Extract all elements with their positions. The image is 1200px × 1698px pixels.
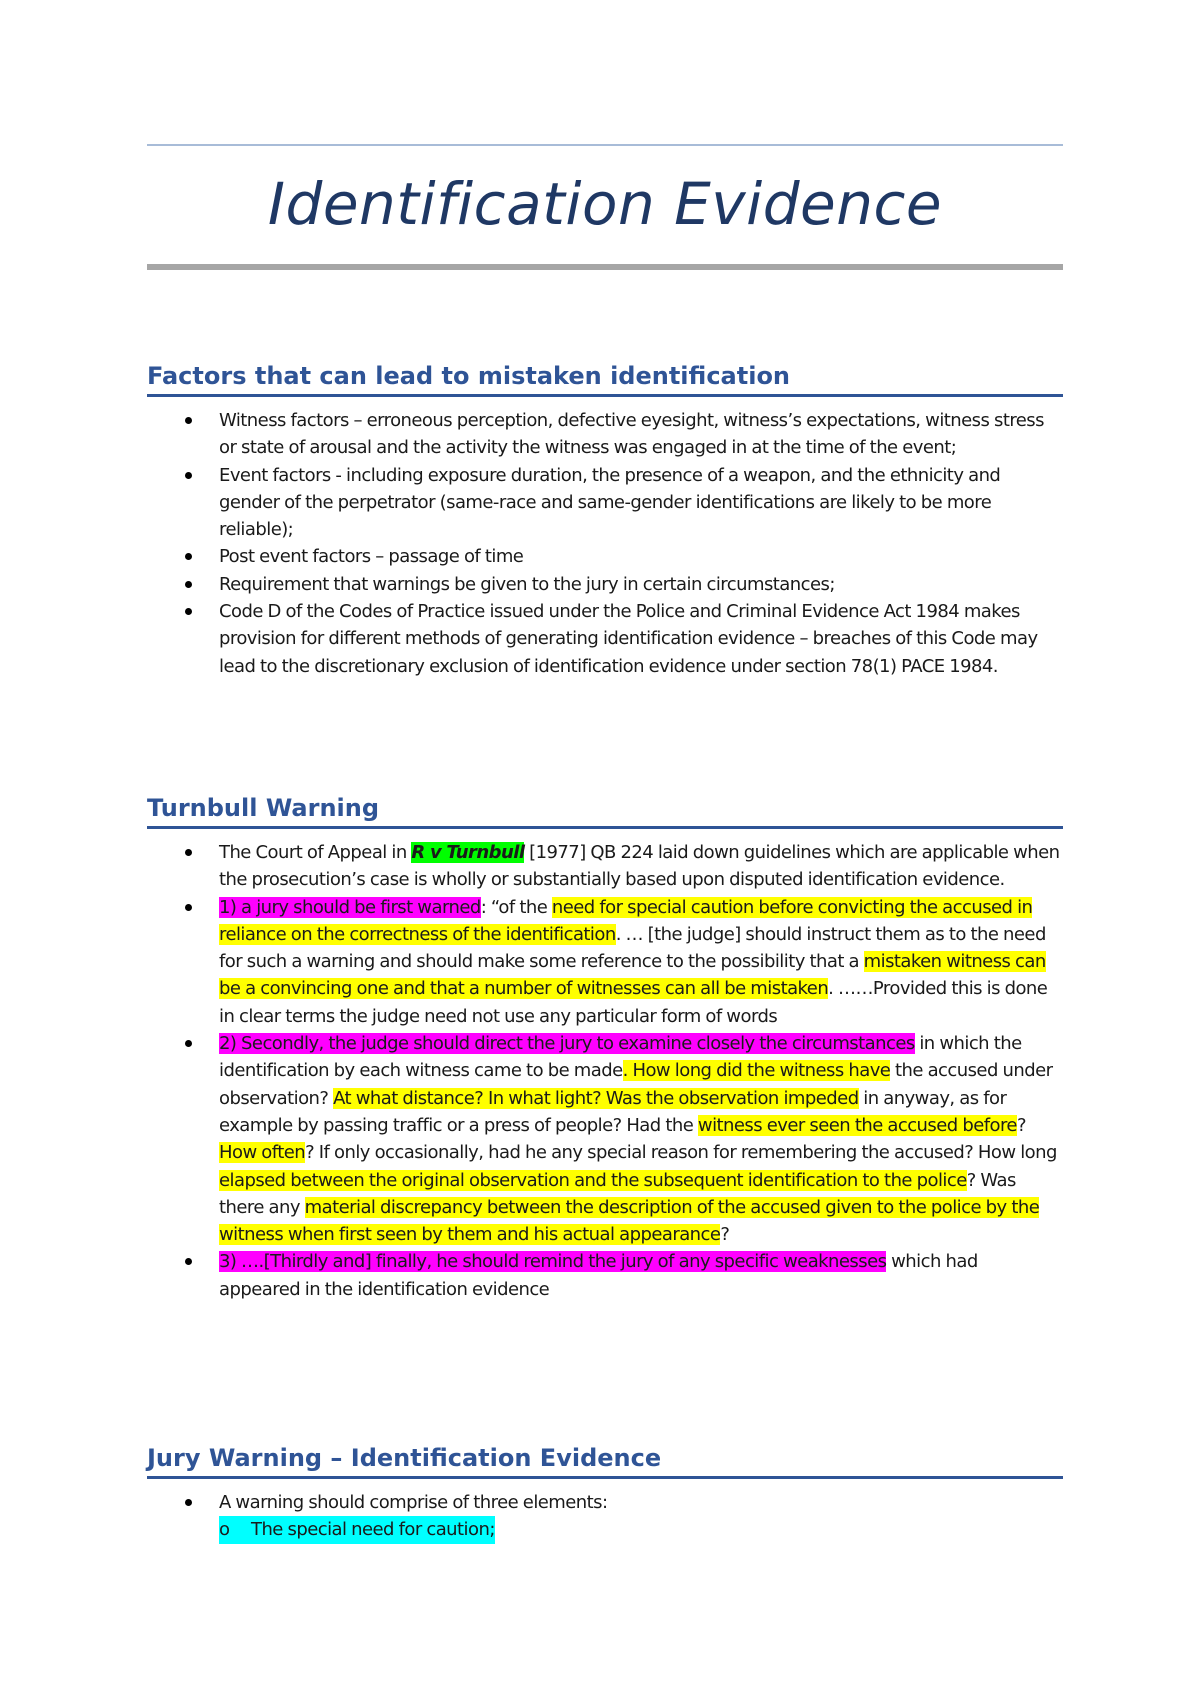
list-item: Witness factors – erroneous perception, defective eyesight, witness’s expectations, witness stress or state of arousal and the activity the witness was engaged in at the time of the event; — [147, 407, 1063, 462]
bullet-icon — [185, 1499, 192, 1506]
list-item: 2) Secondly, the judge should direct the jury to examine closely the circumstances in which the identification by each witness came to be made. How long did the witness have the accused under observation? At what distance? In what light? Was the observation impeded in anyway, as for example by passing traffic or a press of people? Had the witness ever seen the accused before? How often? If only occasionally, had he any special reason for remembering the accused? How long elapsed between the original observation and the subsequent identification to the police? Was there any material discrepancy between the description of the accused given to the police by the witness when first seen by them and his actual appearance? — [147, 1030, 1063, 1248]
yellow-highlight: material discrepancy between the description of the accused given to the police by the witness when first seen by them and his actual appearance — [219, 1196, 1040, 1246]
bullet-icon — [185, 417, 192, 424]
list-item: A warning should comprise of three elements: o The special need for caution; — [147, 1489, 1063, 1544]
yellow-highlight: witness ever seen the accused before — [697, 1114, 1017, 1136]
list-item: 3) ….[Thirdly and] finally, he should remind the jury of any specific weaknesses which had appeared in the identification evidence — [147, 1248, 1063, 1303]
bullet-icon — [185, 1040, 192, 1047]
bullet-icon — [185, 608, 192, 615]
list-item: Post event factors – passage of time — [147, 543, 1063, 570]
yellow-highlight: mistaken witness can be a convincing one and that a number of witnesses can all be mistaken — [219, 951, 1046, 1000]
section-jury-warning — [147, 1442, 1063, 1544]
bullet-list — [147, 407, 1063, 680]
magenta-highlight: 2) Secondly, the judge should direct the jury to examine closely the circumstances — [219, 1033, 915, 1055]
bullet-icon — [185, 581, 192, 588]
list-item: Requirement that warnings be given to the jury in certain circumstances; — [147, 571, 1063, 598]
section-mistaken-identification — [147, 360, 1063, 680]
bullet-list — [147, 1489, 1063, 1544]
list-item: Code D of the Codes of Practice issued under the Police and Criminal Evidence Act 1984 makes provision for different methods of generating identification evidence – breaches of this Code may lead to the discretionary exclusion of identification evidence under section 78(1) PACE 1984. — [147, 598, 1063, 680]
yellow-highlight: need for special caution before convicting the accused in reliance on the correctness of the identification — [219, 896, 1033, 945]
yellow-highlight: . How long did the witness have — [622, 1060, 891, 1082]
section-heading: Factors that can lead to mistaken identification — [147, 360, 1063, 397]
document-page — [147, 144, 1063, 1541]
section-turnbull-warning — [147, 792, 1063, 1303]
yellow-highlight: elapsed between the original observation and the subsequent identification to the police — [219, 1169, 967, 1191]
sub-bullet-icon: o — [219, 1519, 230, 1541]
yellow-highlight: At what distance? In what light? Was the observation impeded — [333, 1087, 859, 1109]
sub-list-item: o The special need for caution; — [219, 1516, 495, 1543]
list-item: 1) a jury should be first warned: “of the need for special caution before convicting the accused in reliance on the correctness of the identification. … [the judge] should instruct them as to the need for such a warning and should make some reference to the possibility that a mistaken witness can be a convincing one and that a number of witnesses can all be mistaken. ……Provided this is done in clear terms the judge need not use any particular form of words — [147, 894, 1063, 1030]
document-title: Identification Evidence — [267, 170, 943, 238]
bullet-list — [147, 839, 1063, 1303]
magenta-highlight: 1) a jury should be first warned — [219, 896, 481, 918]
magenta-highlight: 3) ….[Thirdly and] finally, he should remind the jury of any specific weaknesses — [219, 1251, 887, 1273]
title-bottom-rule — [147, 264, 1063, 270]
section-heading: Jury Warning – Identification Evidence — [147, 1442, 1063, 1479]
bullet-icon — [185, 472, 192, 479]
bullet-icon — [185, 849, 192, 856]
bullet-icon — [185, 904, 192, 911]
bullet-icon — [185, 553, 192, 560]
sub-list — [219, 1516, 1063, 1543]
section-heading: Turnbull Warning — [147, 792, 1063, 829]
list-item: The Court of Appeal in R v Turnbull [1977] QB 224 laid down guidelines which are applicable when the prosecution’s case is wholly or substantially based upon disputed identification evidence. — [147, 839, 1063, 894]
bullet-icon — [185, 1258, 192, 1265]
title-top-rule — [147, 144, 1063, 146]
list-item: Event factors - including exposure duration, the presence of a weapon, and the ethnicity and gender of the perpetrator (same-race and same-gender identifications are likely to be more reliable); — [147, 462, 1063, 544]
case-name-highlight: R v Turnbull — [411, 842, 525, 863]
yellow-highlight: How often — [219, 1142, 306, 1164]
